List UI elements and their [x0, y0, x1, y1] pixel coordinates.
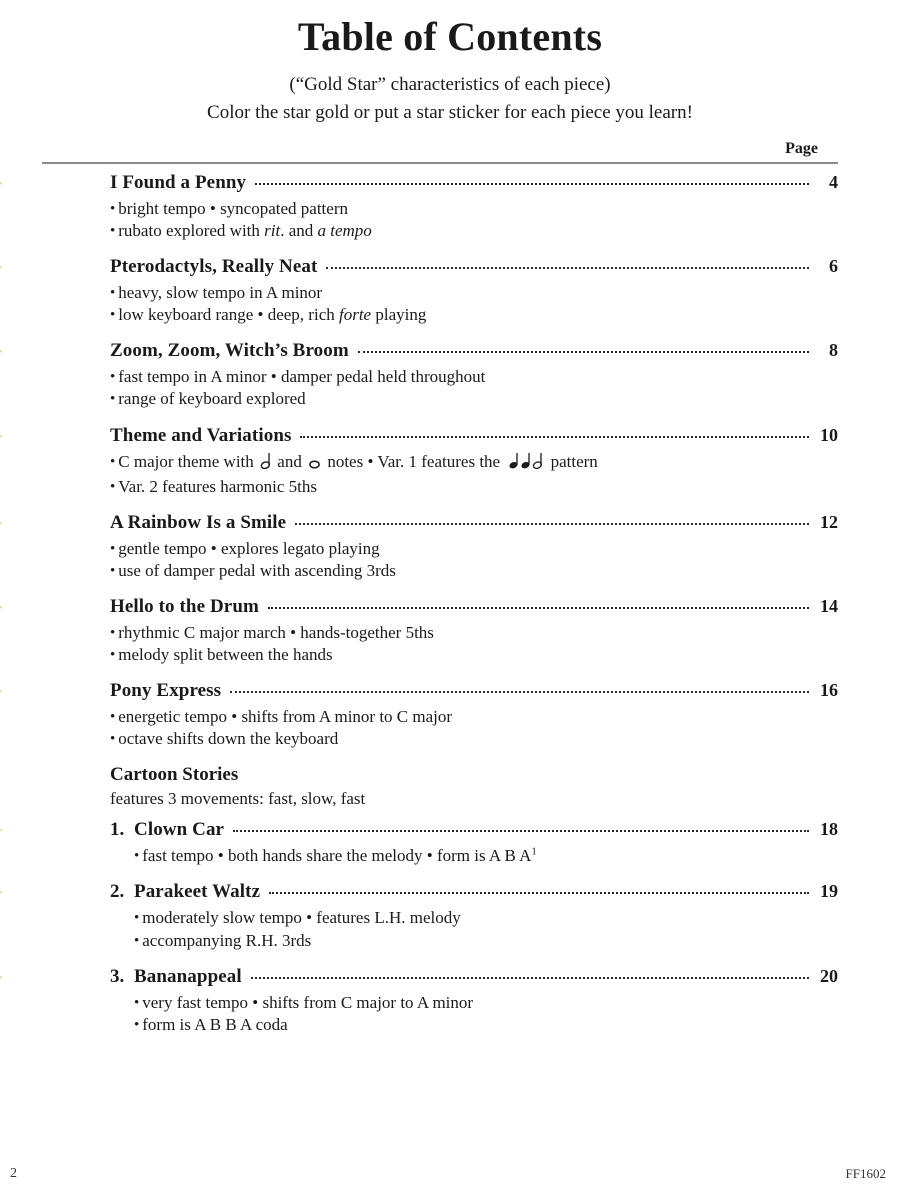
- bullet-dot-icon: •: [110, 201, 116, 217]
- dot-leader: [358, 345, 809, 353]
- dot-leader: [269, 886, 809, 894]
- entry-bullet-list: [110, 622, 838, 666]
- toc-entry[interactable]: [0, 425, 900, 498]
- entry-title[interactable]: Theme and Variations: [110, 424, 292, 446]
- entry-bullet: • moderately slow tempo • features L.H. melody: [134, 908, 461, 928]
- group-title: Cartoon Stories: [110, 764, 239, 786]
- entry-bullet: • form is A B B A coda: [134, 1014, 288, 1034]
- gold-star-icon[interactable]: [0, 232, 4, 308]
- entry-bullet: • very fast tempo • shifts from C major to A minor: [134, 992, 474, 1012]
- gold-star-icon[interactable]: [0, 148, 4, 224]
- entry-bullet: • fast tempo in A minor • damper pedal held throughout: [110, 367, 486, 387]
- table-of-contents: [0, 172, 900, 1050]
- entry-page-number: 19: [820, 881, 838, 902]
- page-title: Table of Contents: [297, 14, 603, 59]
- gold-star-icon[interactable]: [0, 942, 4, 1018]
- entry-page-number: 18: [820, 819, 838, 840]
- bullet-dot-icon: •: [110, 647, 116, 664]
- bullet-dot-icon: •: [110, 285, 116, 302]
- toc-entry[interactable]: [0, 172, 900, 242]
- entry-bullet-list: [110, 538, 838, 582]
- bullet-dot-icon: •: [110, 709, 116, 726]
- entry-bullet: • Var. 2 features harmonic 5ths: [110, 476, 318, 496]
- column-header-row: [42, 140, 838, 162]
- bullet-dot-icon: •: [110, 540, 116, 557]
- entry-page-number: 4: [829, 172, 838, 192]
- whole-note-icon: [308, 452, 321, 476]
- footer-page-number: 2: [10, 1166, 17, 1181]
- bullet-dot-icon: •: [134, 910, 140, 927]
- entry-bullet: • octave shifts down the keyboard: [110, 729, 339, 749]
- toc-group-heading: [0, 764, 900, 809]
- entry-number: 1.: [110, 819, 125, 841]
- dot-leader: [251, 971, 809, 979]
- entry-page-number: 12: [820, 511, 838, 532]
- toc-entry[interactable]: [0, 819, 900, 867]
- subtitle-instruction: Color the star gold or put a star sticker for each piece you learn!: [207, 102, 693, 123]
- page-column-label: Page: [785, 140, 818, 157]
- entry-bullet: • use of damper pedal with ascending 3rds: [110, 560, 396, 580]
- entry-headline[interactable]: [110, 340, 838, 362]
- bullet-dot-icon: •: [110, 731, 116, 748]
- entry-bullet-list: [110, 706, 838, 750]
- entry-headline[interactable]: [110, 256, 838, 278]
- dot-leader: [230, 685, 809, 693]
- entry-page-number: 16: [820, 680, 838, 701]
- entry-bullet: • range of keyboard explored: [110, 389, 306, 409]
- entry-bullet: • energetic tempo • shifts from A minor to C major: [110, 707, 453, 727]
- footer-publisher-code: FF1602: [845, 1166, 886, 1181]
- entry-headline[interactable]: [110, 512, 838, 534]
- entry-headline[interactable]: [110, 172, 838, 194]
- emphasis-text: a tempo: [317, 221, 372, 241]
- bullet-dot-icon: •: [134, 932, 140, 949]
- dot-leader: [326, 261, 809, 269]
- entry-title[interactable]: Bananappeal: [134, 965, 242, 987]
- bullet-dot-icon: •: [110, 478, 116, 495]
- entry-title[interactable]: Zoom, Zoom, Witch’s Broom: [110, 340, 349, 362]
- bullet-dot-icon: •: [110, 223, 116, 240]
- gold-star-icon[interactable]: [0, 401, 4, 477]
- entry-title[interactable]: Pterodactyls, Really Neat: [110, 256, 318, 278]
- gold-star-icon[interactable]: [0, 857, 4, 933]
- entry-headline[interactable]: [110, 596, 838, 618]
- entry-bullet-list: [110, 845, 838, 867]
- gold-star-icon[interactable]: [0, 656, 4, 732]
- half-note-icon: [260, 452, 271, 476]
- entry-headline[interactable]: [110, 425, 838, 447]
- entry-number: 3.: [110, 965, 125, 987]
- entry-bullet: • low keyboard range • deep, rich forte playing: [110, 305, 427, 325]
- toc-entry[interactable]: [0, 680, 900, 750]
- entry-bullet: • fast tempo • both hands share the melody • form is A B $A^1$: [134, 846, 537, 866]
- entry-page-number: 8: [829, 340, 838, 361]
- entry-bullet: • heavy, slow tempo in A minor: [110, 283, 323, 303]
- toc-entry[interactable]: [0, 966, 900, 1036]
- bullet-dot-icon: •: [110, 624, 116, 641]
- entry-bullet: • bright tempo • syncopated pattern: [110, 199, 348, 218]
- bullet-dot-icon: •: [110, 453, 116, 470]
- toc-entry[interactable]: [0, 596, 900, 666]
- gold-star-icon[interactable]: [0, 488, 4, 564]
- entry-headline[interactable]: [110, 881, 838, 903]
- entry-number: 2.: [110, 881, 125, 903]
- entry-title[interactable]: Parakeet Waltz: [134, 881, 261, 903]
- emphasis-text: forte: [339, 305, 372, 325]
- entry-bullet-list: [110, 907, 838, 951]
- emphasis-text: rit: [264, 221, 281, 241]
- bullet-dot-icon: •: [110, 391, 116, 408]
- entry-bullet: • C major theme with and notes • Var. 1 features the pattern: [110, 451, 838, 476]
- header-divider: [42, 162, 838, 164]
- group-note: features 3 movements: fast, slow, fast: [110, 789, 366, 809]
- entry-title[interactable]: Hello to the Drum: [110, 595, 259, 617]
- entry-bullet: • accompanying R.H. 3rds: [134, 930, 312, 950]
- quarter-quarter-half-pattern-icon: [507, 452, 543, 476]
- toc-entry[interactable]: [0, 256, 900, 326]
- gold-star-icon[interactable]: [0, 572, 4, 648]
- superscript-text: 1: [531, 846, 537, 858]
- entry-bullet: • melody split between the hands: [110, 645, 333, 665]
- entry-headline[interactable]: [110, 966, 838, 988]
- bullet-dot-icon: •: [134, 994, 140, 1011]
- entry-title[interactable]: Clown Car: [134, 819, 225, 841]
- gold-star-icon[interactable]: [0, 316, 4, 392]
- subtitle-gold-star: (“Gold Star” characteristics of each piece): [289, 74, 611, 95]
- entry-title[interactable]: A Rainbow Is a Smile: [110, 511, 287, 533]
- entry-page-number: 14: [820, 595, 838, 616]
- toc-entry[interactable]: [0, 340, 900, 410]
- bullet-dot-icon: •: [110, 562, 116, 579]
- entry-page-number: 10: [820, 424, 838, 445]
- entry-title[interactable]: I Found a Penny: [110, 172, 247, 193]
- entry-title[interactable]: Pony Express: [110, 680, 222, 702]
- entry-headline[interactable]: [110, 819, 838, 841]
- bullet-dot-icon: •: [110, 369, 116, 386]
- entry-bullet-list: [110, 992, 838, 1036]
- dot-leader: [233, 824, 809, 832]
- dot-leader: [268, 601, 809, 609]
- entry-bullet: • rubato explored with rit. and a tempo: [110, 221, 372, 241]
- entry-page-number: 20: [820, 965, 838, 986]
- toc-entry[interactable]: [0, 512, 900, 582]
- bullet-dot-icon: •: [134, 848, 140, 865]
- bullet-dot-icon: •: [110, 307, 116, 324]
- entry-bullet-list: [110, 198, 838, 242]
- entry-headline[interactable]: [110, 680, 838, 702]
- dot-leader: [295, 517, 809, 525]
- entry-bullet: • gentle tempo • explores legato playing: [110, 538, 380, 558]
- entry-bullet: • rhythmic C major march • hands-together 5ths: [110, 622, 434, 642]
- entry-bullet-list: [110, 366, 838, 410]
- entry-bullet-list: [110, 282, 838, 326]
- entry-page-number: 6: [829, 256, 838, 277]
- bullet-dot-icon: •: [134, 1016, 140, 1033]
- toc-entry[interactable]: [0, 881, 900, 951]
- dot-leader: [255, 177, 809, 185]
- dot-leader: [300, 430, 809, 438]
- entry-bullet-list: [110, 451, 838, 498]
